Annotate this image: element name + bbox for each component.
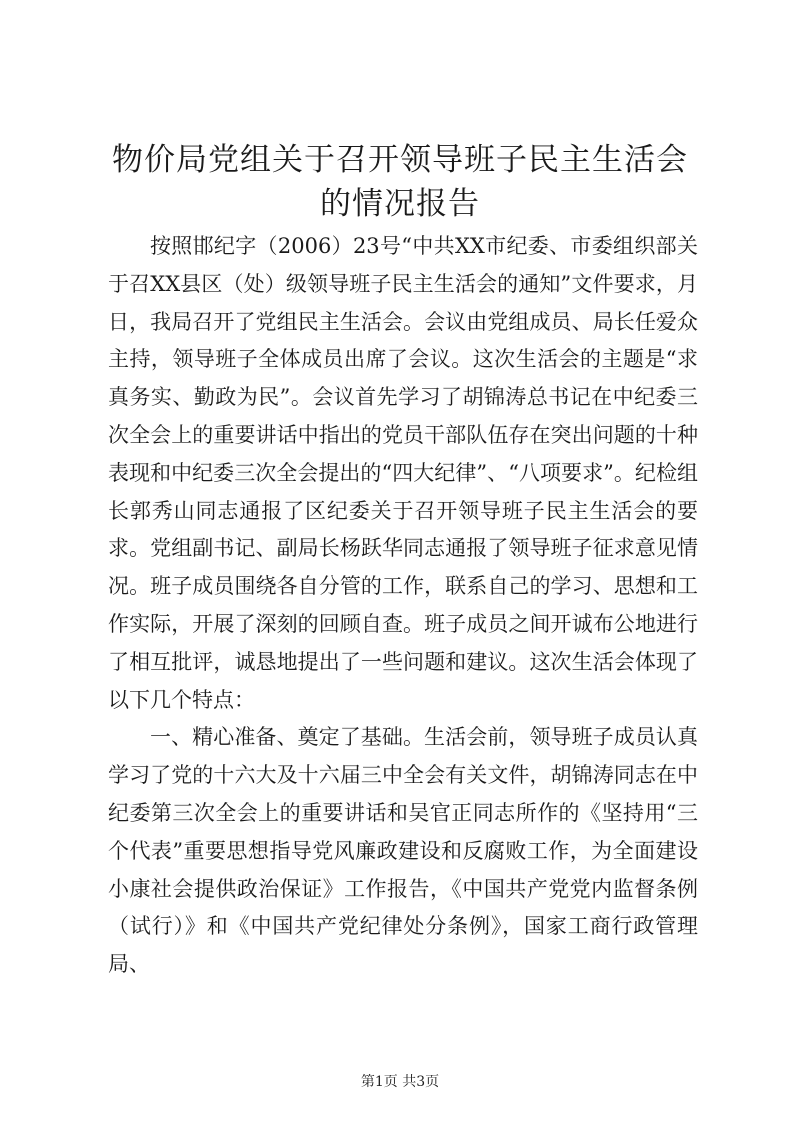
body-paragraph-2: 一、精心准备、奠定了基础。生活会前，领导班子成员认真学习了党的十六大及十六届三中全会有关文件，胡锦涛同志在中纪委第三次全会上的重要讲话和吴官正同志所作的《坚持用“三个代表”重要思想指导党风廉政建设和反腐败工作，为全面建设小康社会提供政治保证》工作报告，《中国共产党党内监督条例（试行）》和《中国共产党纪律处分条例》，国家工商行政管理局、 [108, 725, 698, 977]
body-paragraph-1: 按照邯纪字（2006）23号“中共XX市纪委、市委组织部关于召XX县区（处）级领导班子民主生活会的通知”文件要求，月日，我局召开了党组民主生活会。会议由党组成员、局长任爱众主持，领导班子全体成员出席了会议。这次生活会的主题是“求真务实、勤政为民”。会议首先学习了胡锦涛总书记在中纪委三次全会上的重要讲话中指出的党员干部队伍存在突出问题的十种表现和中纪委三次全会提出的“四大纪律”、“八项要求”。纪检组长郭秀山同志通报了区纪委关于召开领导班子民主生活会的要求。党组副书记、副局长杨跃华同志通报了领导班子征求意见情况。班子成员围绕各自分管的工作，联系自己的学习、思想和工作实际，开展了深刻的回顾自查。班子成员之间开诚布公地进行了相互批评，诚恳地提出了一些问题和建议。这次生活会体现了以下几个特点： [108, 234, 698, 712]
document-title: 物价局党组关于召开领导班子民主生活会的情况报告 [112, 142, 688, 222]
page-footer: 第1页 共3页 [360, 1074, 440, 1090]
document-body [108, 228, 698, 984]
